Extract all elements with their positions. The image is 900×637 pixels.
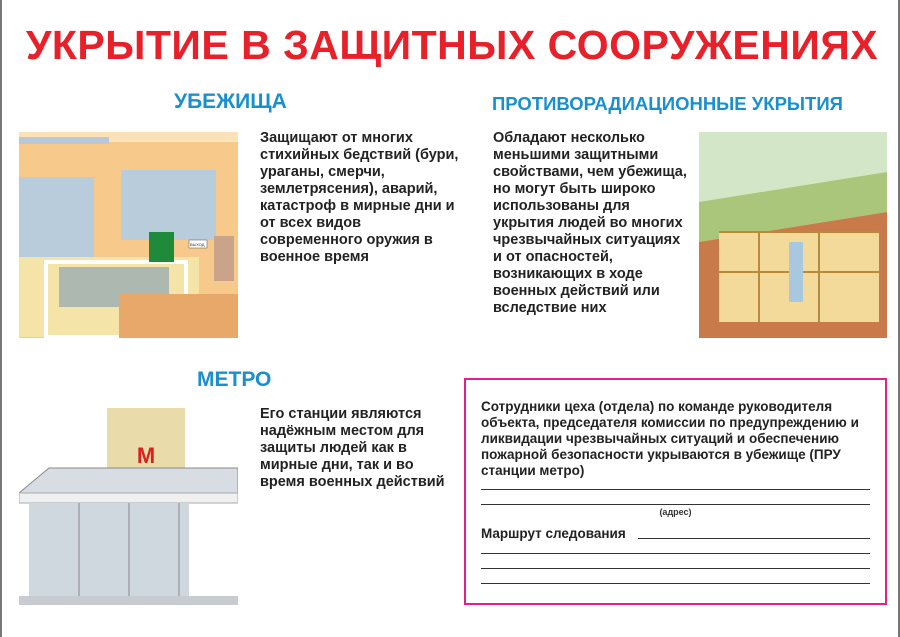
poster-title: УКРЫТИЕ В ЗАЩИТНЫХ СООРУЖЕНИЯХ: [25, 22, 879, 68]
shelters-text: Защищают от многих стихийных бедствий (бури, ураганы, смерчи, землетрясения), аварий, катастроф в мирные дни и от всех видов современного оружия в военное время: [260, 130, 459, 265]
route-label: Маршрут следования: [481, 526, 626, 541]
route-line-2[interactable]: [481, 553, 870, 554]
metro-logo: М: [136, 443, 156, 468]
route-line-1[interactable]: [638, 538, 870, 539]
address-label: (адрес): [659, 507, 692, 517]
antirad-text: Обладают несколько меньшими защитными свойствами, чем убежища, но могут быть широко использованы для укрытия людей во многих чрезвычайных ситуациях и от опасностей, возникающих в ходе военных действий или вследствие них: [493, 130, 687, 316]
form-text: Сотрудники цеха (отдела) по команде руководителя объекта, председателя комиссии по предупреждению и ликвидации чрезвычайных ситуаций и обеспечению пожарной безопасности укрываются в убежище (ПРУ станции метро): [481, 399, 859, 478]
shelter-assignment-form: [464, 378, 887, 605]
shelters-heading: УБЕЖИЩА: [174, 90, 287, 113]
metro-heading: МЕТРО: [197, 368, 272, 391]
antirad-illustration: [699, 132, 887, 338]
route-line-3[interactable]: [481, 568, 870, 569]
route-line-4[interactable]: [481, 583, 870, 584]
antirad-heading: ПРОТИВОРАДИАЦИОННЫЕ УКРЫТИЯ: [492, 93, 843, 114]
address-line-2[interactable]: [481, 504, 870, 505]
metro-text: Его станции являются надёжным местом для защиты людей как в мирные дни, так и во время военных действий: [260, 406, 445, 490]
exit-sign: ВЫХОД: [190, 242, 205, 247]
metro-illustration: [19, 408, 238, 605]
shelter-illustration: [19, 132, 238, 338]
address-line-1[interactable]: [481, 489, 870, 490]
